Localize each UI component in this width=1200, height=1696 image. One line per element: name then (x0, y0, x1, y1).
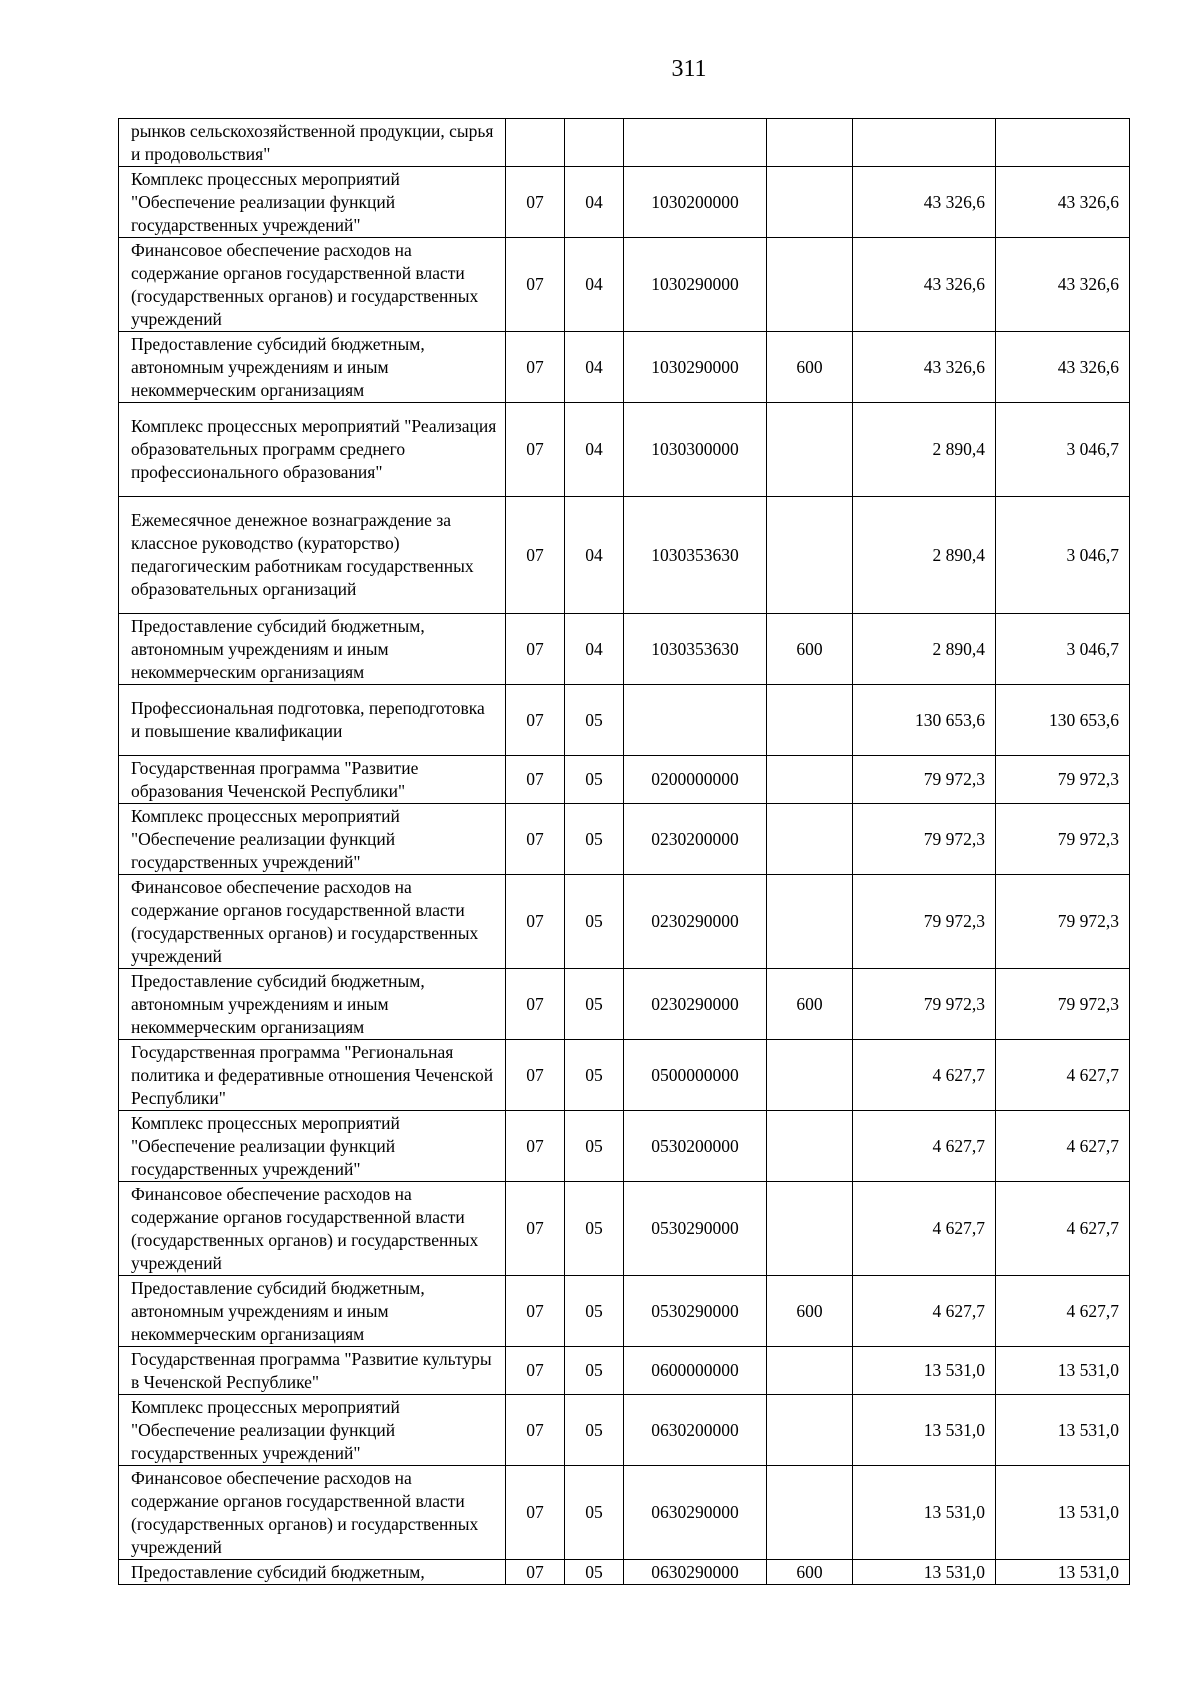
target-article-cell: 1030353630 (624, 614, 767, 685)
amount-year2-cell: 4 627,7 (996, 1040, 1130, 1111)
subsection-code-cell: 05 (565, 1347, 624, 1395)
expense-type-cell: 600 (767, 1560, 853, 1585)
target-article-cell: 0230290000 (624, 969, 767, 1040)
subsection-code-cell: 05 (565, 1560, 624, 1585)
target-article-cell: 0230200000 (624, 804, 767, 875)
amount-year1-cell: 2 890,4 (853, 497, 996, 614)
amount-year1-cell: 4 627,7 (853, 1276, 996, 1347)
table-row (119, 1276, 1130, 1347)
subsection-code-cell: 05 (565, 804, 624, 875)
target-article-cell: 0500000000 (624, 1040, 767, 1111)
expense-type-cell (767, 1182, 853, 1276)
expense-type-cell (767, 1111, 853, 1182)
subsection-code-cell: 05 (565, 875, 624, 969)
table-row (119, 1395, 1130, 1466)
subsection-code-cell: 04 (565, 497, 624, 614)
table-row (119, 497, 1130, 614)
expense-type-cell (767, 875, 853, 969)
table-row (119, 1111, 1130, 1182)
amount-year1-cell: 13 531,0 (853, 1347, 996, 1395)
amount-year2-cell: 4 627,7 (996, 1111, 1130, 1182)
expense-type-cell: 600 (767, 1276, 853, 1347)
amount-year2-cell: 130 653,6 (996, 685, 1130, 756)
section-code-cell: 07 (506, 756, 565, 804)
amount-year1-cell: 79 972,3 (853, 969, 996, 1040)
subsection-code-cell: 05 (565, 1040, 624, 1111)
subsection-code-cell: 05 (565, 969, 624, 1040)
amount-year2-cell: 43 326,6 (996, 238, 1130, 332)
table-row (119, 1182, 1130, 1276)
target-article-cell: 0530290000 (624, 1276, 767, 1347)
amount-year1-cell: 13 531,0 (853, 1466, 996, 1560)
amount-year1-cell: 4 627,7 (853, 1111, 996, 1182)
section-code-cell: 07 (506, 1276, 565, 1347)
table-row (119, 167, 1130, 238)
section-code-cell: 07 (506, 167, 565, 238)
section-code-cell: 07 (506, 804, 565, 875)
target-article-cell: 0530200000 (624, 1111, 767, 1182)
amount-year1-cell: 13 531,0 (853, 1560, 996, 1585)
amount-year1-cell: 79 972,3 (853, 756, 996, 804)
amount-year2-cell: 4 627,7 (996, 1182, 1130, 1276)
expense-name-cell: Финансовое обеспечение расходов на содержание органов государственной власти (государственных органов) и государственных учреждений (119, 1182, 506, 1276)
target-article-cell: 0530290000 (624, 1182, 767, 1276)
table-row (119, 332, 1130, 403)
amount-year1-cell: 13 531,0 (853, 1395, 996, 1466)
page-number: 311 (671, 56, 707, 82)
section-code-cell: 07 (506, 403, 565, 497)
expense-name-cell: Комплекс процессных мероприятий "Обеспечение реализации функций государственных учреждений" (119, 1395, 506, 1466)
target-article-cell: 0630200000 (624, 1395, 767, 1466)
subsection-code-cell: 04 (565, 403, 624, 497)
table-row (119, 685, 1130, 756)
expense-name-cell: Финансовое обеспечение расходов на содержание органов государственной власти (государственных органов) и государственных учреждений (119, 1466, 506, 1560)
amount-year1-cell: 79 972,3 (853, 804, 996, 875)
expense-name-cell: Предоставление субсидий бюджетным, автономным учреждениям и иным некоммерческим организациям (119, 1276, 506, 1347)
section-code-cell: 07 (506, 1111, 565, 1182)
table-row (119, 1040, 1130, 1111)
subsection-code-cell: 05 (565, 756, 624, 804)
subsection-code-cell: 04 (565, 167, 624, 238)
amount-year2-cell: 43 326,6 (996, 332, 1130, 403)
expense-name-cell: Ежемесячное денежное вознаграждение за классное руководство (кураторство) педагогическим работникам государственных образовательных организаций (119, 497, 506, 614)
subsection-code-cell: 05 (565, 1276, 624, 1347)
amount-year1-cell: 4 627,7 (853, 1182, 996, 1276)
table-row (119, 1560, 1130, 1585)
subsection-code-cell: 05 (565, 1182, 624, 1276)
expense-type-cell (767, 685, 853, 756)
section-code-cell: 07 (506, 1040, 565, 1111)
amount-year1-cell: 43 326,6 (853, 238, 996, 332)
amount-year1-cell (853, 119, 996, 167)
section-code-cell: 07 (506, 969, 565, 1040)
amount-year1-cell: 79 972,3 (853, 875, 996, 969)
amount-year2-cell: 79 972,3 (996, 969, 1130, 1040)
section-code-cell: 07 (506, 1395, 565, 1466)
table-row (119, 614, 1130, 685)
subsection-code-cell: 04 (565, 238, 624, 332)
expense-type-cell (767, 167, 853, 238)
expense-type-cell (767, 1040, 853, 1111)
expense-type-cell (767, 804, 853, 875)
target-article-cell: 0230290000 (624, 875, 767, 969)
target-article-cell: 1030353630 (624, 497, 767, 614)
amount-year1-cell: 2 890,4 (853, 614, 996, 685)
expense-name-cell: рынков сельскохозяйственной продукции, сырья и продовольствия" (119, 119, 506, 167)
expense-name-cell: Финансовое обеспечение расходов на содержание органов государственной власти (государственных органов) и государственных учреждений (119, 238, 506, 332)
subsection-code-cell: 04 (565, 614, 624, 685)
expense-type-cell: 600 (767, 332, 853, 403)
expense-name-cell: Комплекс процессных мероприятий "Обеспечение реализации функций государственных учреждений" (119, 804, 506, 875)
table-row (119, 119, 1130, 167)
amount-year2-cell: 43 326,6 (996, 167, 1130, 238)
table-row (119, 238, 1130, 332)
table-row (119, 1347, 1130, 1395)
amount-year1-cell: 130 653,6 (853, 685, 996, 756)
amount-year2-cell (996, 119, 1130, 167)
target-article-cell: 1030290000 (624, 238, 767, 332)
expense-name-cell: Предоставление субсидий бюджетным, (119, 1560, 506, 1585)
amount-year2-cell: 13 531,0 (996, 1466, 1130, 1560)
target-article-cell: 0630290000 (624, 1560, 767, 1585)
section-code-cell: 07 (506, 1182, 565, 1276)
amount-year2-cell: 13 531,0 (996, 1347, 1130, 1395)
section-code-cell: 07 (506, 497, 565, 614)
subsection-code-cell: 05 (565, 1395, 624, 1466)
budget-table (118, 118, 1130, 1585)
section-code-cell: 07 (506, 332, 565, 403)
section-code-cell: 07 (506, 875, 565, 969)
target-article-cell (624, 685, 767, 756)
expense-name-cell: Государственная программа "Развитие культуры в Чеченской Республике" (119, 1347, 506, 1395)
amount-year2-cell: 13 531,0 (996, 1395, 1130, 1466)
expense-name-cell: Комплекс процессных мероприятий "Обеспечение реализации функций государственных учреждений" (119, 167, 506, 238)
subsection-code-cell: 04 (565, 332, 624, 403)
section-code-cell: 07 (506, 1466, 565, 1560)
target-article-cell: 1030200000 (624, 167, 767, 238)
amount-year2-cell: 4 627,7 (996, 1276, 1130, 1347)
table-row (119, 804, 1130, 875)
target-article-cell: 0600000000 (624, 1347, 767, 1395)
amount-year2-cell: 3 046,7 (996, 497, 1130, 614)
section-code-cell: 07 (506, 1560, 565, 1585)
section-code-cell (506, 119, 565, 167)
target-article-cell (624, 119, 767, 167)
amount-year2-cell: 3 046,7 (996, 403, 1130, 497)
target-article-cell: 0630290000 (624, 1466, 767, 1560)
amount-year2-cell: 79 972,3 (996, 756, 1130, 804)
section-code-cell: 07 (506, 685, 565, 756)
expense-type-cell (767, 238, 853, 332)
amount-year2-cell: 79 972,3 (996, 804, 1130, 875)
expense-type-cell (767, 756, 853, 804)
subsection-code-cell (565, 119, 624, 167)
section-code-cell: 07 (506, 238, 565, 332)
table-row (119, 756, 1130, 804)
subsection-code-cell: 05 (565, 685, 624, 756)
amount-year1-cell: 43 326,6 (853, 332, 996, 403)
expense-type-cell (767, 119, 853, 167)
amount-year1-cell: 2 890,4 (853, 403, 996, 497)
table-row (119, 1466, 1130, 1560)
expense-type-cell (767, 403, 853, 497)
amount-year2-cell: 3 046,7 (996, 614, 1130, 685)
expense-name-cell: Предоставление субсидий бюджетным, автономным учреждениям и иным некоммерческим организациям (119, 332, 506, 403)
amount-year1-cell: 43 326,6 (853, 167, 996, 238)
expense-name-cell: Государственная программа "Развитие образования Чеченской Республики" (119, 756, 506, 804)
expense-type-cell (767, 497, 853, 614)
subsection-code-cell: 05 (565, 1111, 624, 1182)
table-row (119, 403, 1130, 497)
subsection-code-cell: 05 (565, 1466, 624, 1560)
section-code-cell: 07 (506, 1347, 565, 1395)
expense-name-cell: Профессиональная подготовка, переподготовка и повышение квалификации (119, 685, 506, 756)
amount-year2-cell: 79 972,3 (996, 875, 1130, 969)
expense-type-cell (767, 1466, 853, 1560)
expense-type-cell (767, 1347, 853, 1395)
expense-name-cell: Предоставление субсидий бюджетным, автономным учреждениям и иным некоммерческим организациям (119, 969, 506, 1040)
section-code-cell: 07 (506, 614, 565, 685)
expense-name-cell: Государственная программа "Региональная политика и федеративные отношения Чеченской Республики" (119, 1040, 506, 1111)
expense-name-cell: Комплекс процессных мероприятий "Реализация образовательных программ среднего профессионального образования" (119, 403, 506, 497)
target-article-cell: 1030290000 (624, 332, 767, 403)
target-article-cell: 0200000000 (624, 756, 767, 804)
expense-name-cell: Предоставление субсидий бюджетным, автономным учреждениям и иным некоммерческим организациям (119, 614, 506, 685)
expense-type-cell: 600 (767, 969, 853, 1040)
table-row (119, 969, 1130, 1040)
expense-type-cell: 600 (767, 614, 853, 685)
expense-name-cell: Комплекс процессных мероприятий "Обеспечение реализации функций государственных учреждений" (119, 1111, 506, 1182)
table-row (119, 875, 1130, 969)
expense-type-cell (767, 1395, 853, 1466)
amount-year1-cell: 4 627,7 (853, 1040, 996, 1111)
amount-year2-cell: 13 531,0 (996, 1560, 1130, 1585)
target-article-cell: 1030300000 (624, 403, 767, 497)
expense-name-cell: Финансовое обеспечение расходов на содержание органов государственной власти (государственных органов) и государственных учреждений (119, 875, 506, 969)
